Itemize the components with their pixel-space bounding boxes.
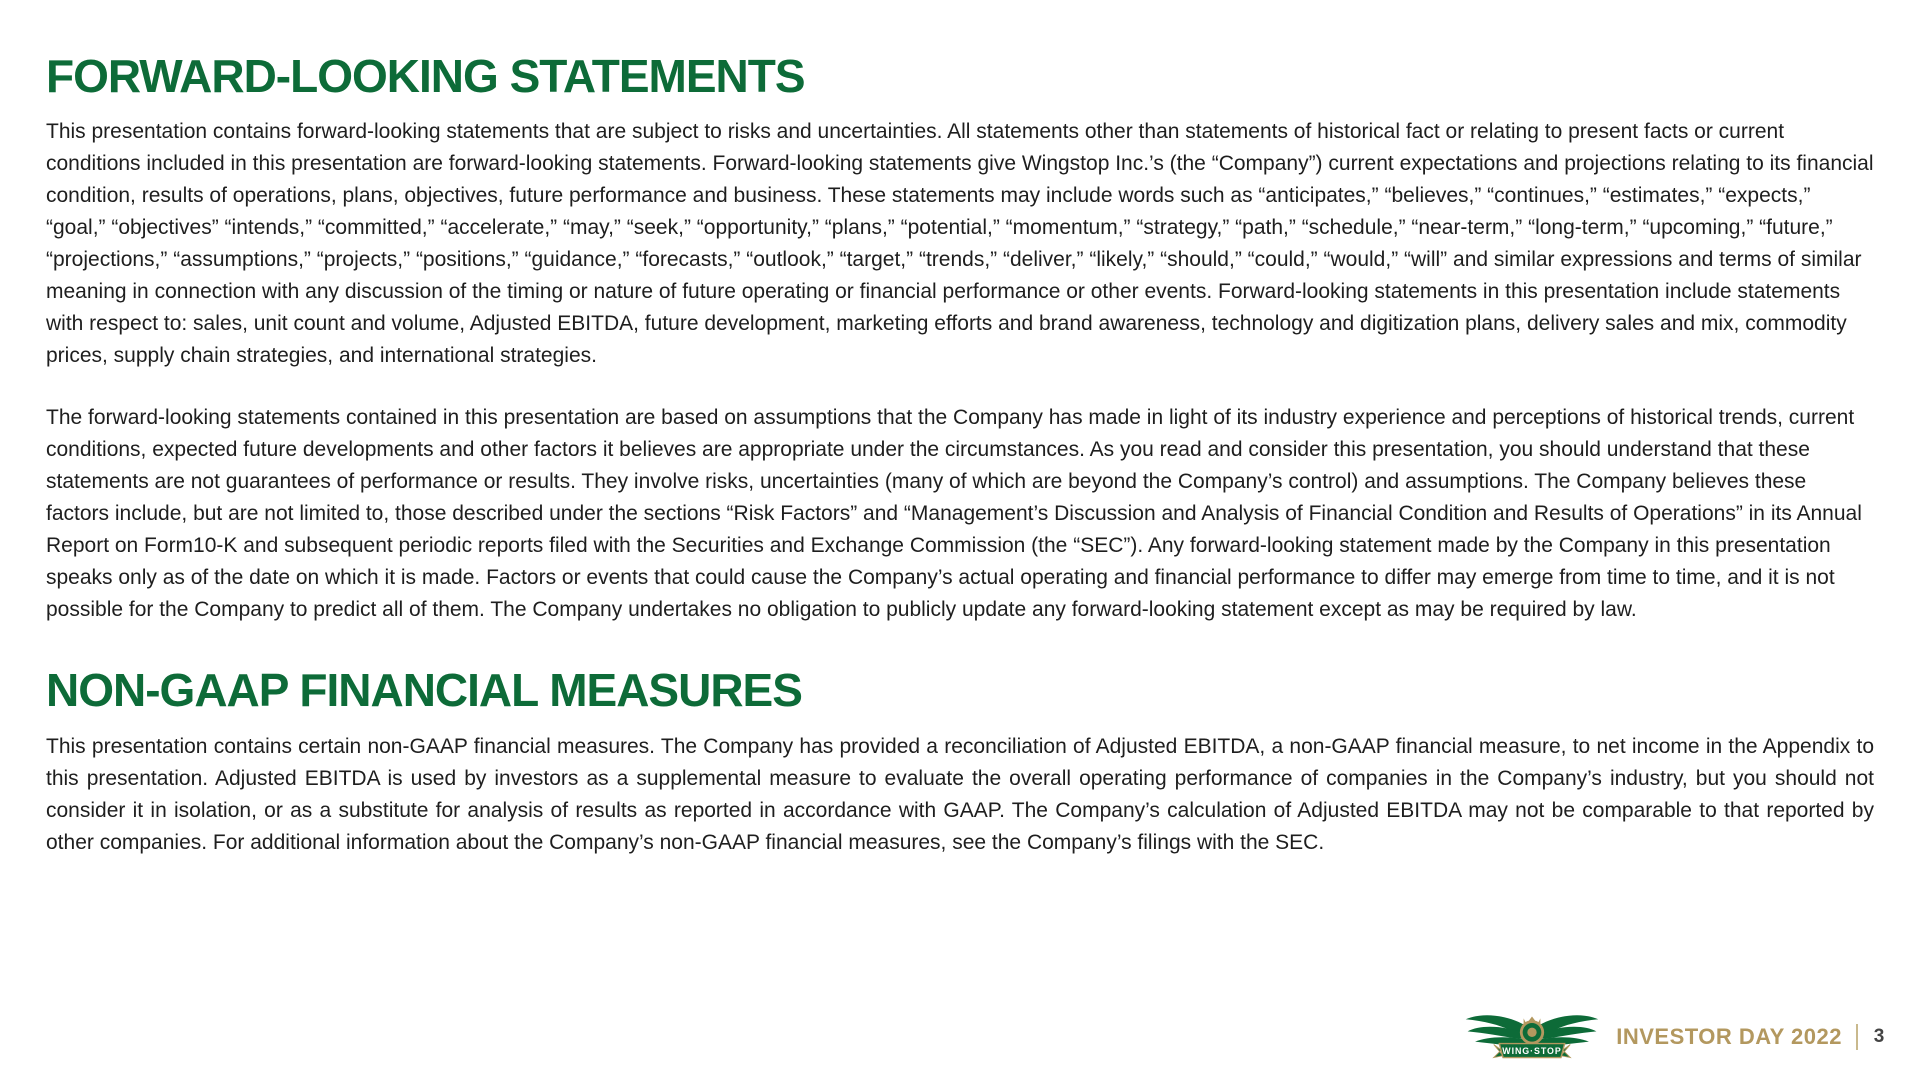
paragraph: This presentation contains forward-looking statements that are subject to risks and uncertainties. All statements other than statements of historical fact or relating to present facts or current conditions included in this presentation are forward-looking statements. Forward-looking statements give Wingstop Inc.’s (the “Company”) current expectations and projections relating to its financial condition, results of operations, plans, objectives, future performance and business. These statements may include words such as “anticipates,” “believes,” “continues,” “estimates,” “expects,” “goal,” “objectives” “intends,” “committed,” “accelerate,” “may,” “seek,” “opportunity,” “plans,” “potential,” “momentum,” “strategy,” “path,” “schedule,” “near-term,” “long-term,” “upcoming,” “future,” “projections,” “assumptions,” “projects,” “positions,” “guidance,” “forecasts,” “outlook,” “target,” “trends,” “deliver,” “likely,” “should,” “could,” “would,” “will” and similar expressions and terms of similar meaning in connection with any discussion of the timing or nature of future operating or financial performance or other events. Forward-looking statements in this presentation include statements with respect to: sales, unit count and volume, Adjusted EBITDA, future development, marketing efforts and brand awareness, technology and digitization plans, delivery sales and mix, commodity prices, supply chain strategies, and international strategies. [46, 120, 1874, 368]
paragraph: This presentation contains certain non-GAAP financial measures. The Company has provided a reconciliation of Adjusted EBITDA, a non-GAAP financial measure, to net income in the Appendix to this presentation. Adjusted EBITDA is used by investors as a supplemental measure to evaluate the overall operating performance of companies in the Company’s industry, but you should not consider it in isolation, or as a substitute for analysis of results as reported in accordance with GAAP. The Company’s calculation of Adjusted EBITDA may not be comparable to that reported by other companies. For additional information about the Company’s non-GAAP financial measures, see the Company’s filings with the SEC. [46, 734, 1874, 854]
logo-banner-text: WING·STOP [1502, 1045, 1562, 1056]
page-number: 3 [1873, 1026, 1885, 1047]
section-title-forward-looking: FORWARD-LOOKING STATEMENTS [46, 50, 805, 102]
section-title-non-gaap: NON-GAAP FINANCIAL MEASURES [46, 664, 802, 717]
event-label: INVESTOR DAY 2022 [1616, 1024, 1842, 1049]
wingstop-logo-icon [1462, 1008, 1602, 1066]
section-forward-looking-statements [46, 52, 1874, 626]
slide-footer [1462, 1008, 1886, 1066]
footer-divider [1856, 1024, 1858, 1050]
section-non-gaap-measures [46, 666, 1874, 858]
paragraph: The forward-looking statements contained in this presentation are based on assumptions that the Company has made in light of its industry experience and perceptions of historical trends, current conditions, expected future developments and other factors it believes are appropriate under the circumstances. As you read and consider this presentation, you should understand that these statements are not guarantees of performance or results. They involve risks, uncertainties (many of which are beyond the Company’s control) and assumptions. The Company believes these factors include, but are not limited to, those described under the sections “Risk Factors” and “Management’s Discussion and Analysis of Financial Condition and Results of Operations” in its Annual Report on Form10-K and subsequent periodic reports filed with the Securities and Exchange Commission (the “SEC”). Any forward-looking statement made by the Company in this presentation speaks only as of the date on which it is made. Factors or events that could cause the Company’s actual operating and financial performance to differ may emerge from time to time, and it is not possible for the Company to predict all of them. The Company undertakes no obligation to publicly update any forward-looking statement except as may be required by law. [46, 406, 1862, 622]
